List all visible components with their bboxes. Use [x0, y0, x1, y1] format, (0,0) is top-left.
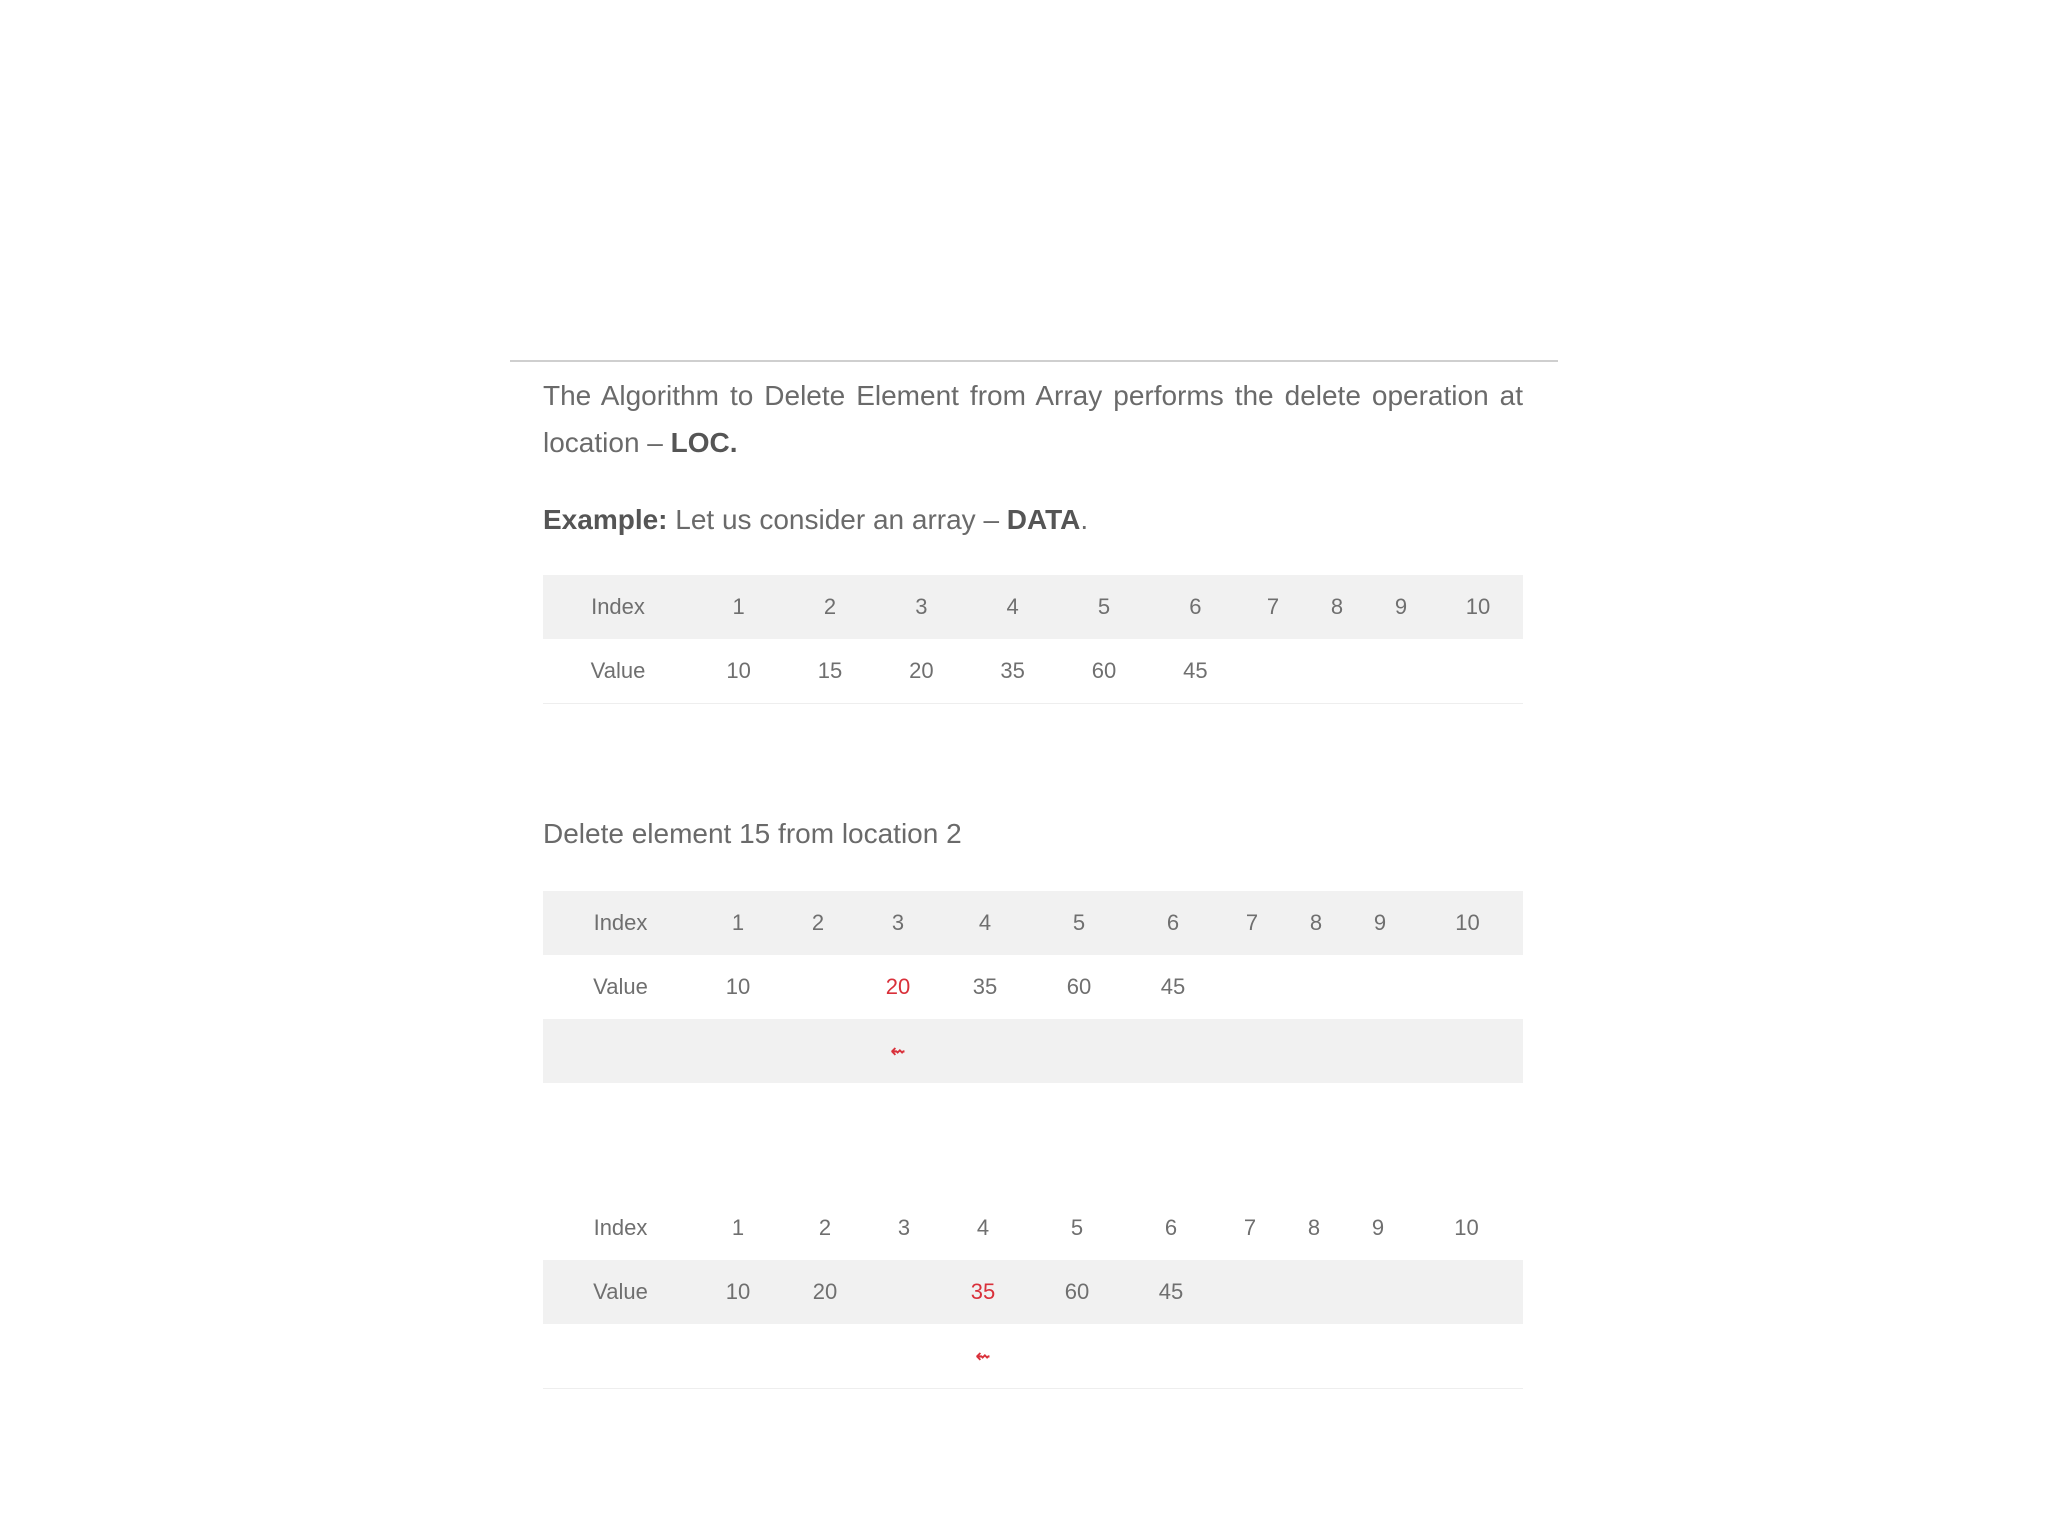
article-content: [543, 372, 1523, 1366]
index-cell: 6: [1164, 1215, 1178, 1240]
delete-caption: Delete element 15 from location 2: [543, 818, 962, 849]
value-cell: 10: [698, 1260, 778, 1324]
index-cell: 7: [1220, 891, 1284, 955]
table-row-index: [543, 891, 1523, 955]
index-cell: 2: [784, 575, 875, 639]
value-cell: [1220, 955, 1284, 1019]
intro-text: The Algorithm to Delete Element from Array performs the delete operation at location –: [543, 380, 1523, 458]
index-label: Index: [593, 1215, 648, 1240]
value-cell: [1346, 1260, 1410, 1324]
value-cell: 35: [972, 974, 998, 999]
value-cell: [872, 1260, 936, 1324]
value-cell: [1410, 1260, 1523, 1324]
index-cell: 5: [1058, 575, 1149, 639]
value-cell: 20: [876, 639, 967, 704]
index-label: Index: [543, 891, 698, 955]
index-cell: 7: [1241, 575, 1305, 639]
table-row-arrow: [543, 1019, 1523, 1083]
example-end: .: [1080, 504, 1089, 535]
index-cell: 6: [1150, 575, 1241, 639]
value-cell: 60: [1030, 1260, 1124, 1324]
index-cell: 2: [778, 891, 858, 955]
index-cell: 8: [1307, 1215, 1321, 1240]
index-cell: 1: [731, 1215, 745, 1240]
value-cell: [1305, 639, 1369, 704]
index-cell: 10: [1412, 891, 1523, 955]
index-cell: 1: [693, 575, 784, 639]
index-cell: 6: [1126, 891, 1220, 955]
value-cell: 35: [967, 639, 1058, 704]
value-cell: [1218, 1260, 1282, 1324]
value-cell: 10: [693, 639, 784, 704]
index-cell: 4: [967, 575, 1058, 639]
value-cell: 45: [1124, 1260, 1218, 1324]
example-array-name: DATA: [1006, 504, 1081, 535]
index-cell: 1: [698, 891, 778, 955]
value-cell: [1412, 955, 1523, 1019]
index-cell: 4: [938, 891, 1032, 955]
example-text: Let us consider an array –: [667, 504, 1007, 535]
value-cell: 10: [725, 974, 751, 999]
example-label: Example:: [543, 504, 668, 535]
index-cell: 8: [1284, 891, 1348, 955]
intro-loc: LOC.: [670, 427, 738, 458]
array-table-step-1: [543, 891, 1523, 1083]
shift-left-arrow-icon: ⇜: [858, 1019, 938, 1083]
index-label: Index: [543, 575, 693, 639]
value-label: Value: [543, 1260, 698, 1324]
index-cell: 10: [1454, 1215, 1479, 1240]
index-cell: 4: [976, 1215, 990, 1240]
index-cell: 3: [876, 575, 967, 639]
index-cell: 5: [1032, 891, 1126, 955]
shift-left-arrow-icon: ⇜: [936, 1324, 1030, 1389]
index-cell: 3: [897, 1215, 911, 1240]
value-label: Value: [593, 974, 648, 999]
index-cell: 9: [1371, 1215, 1385, 1240]
index-cell: 8: [1305, 575, 1369, 639]
index-cell: 2: [818, 1215, 832, 1240]
value-cell-highlight: 20: [885, 974, 911, 999]
table-row-index: [543, 1196, 1523, 1260]
value-label: Value: [543, 639, 693, 704]
top-divider: [510, 360, 1558, 362]
index-cell: 10: [1433, 575, 1523, 639]
index-cell: 7: [1243, 1215, 1257, 1240]
index-cell: 9: [1348, 891, 1412, 955]
value-cell: 60: [1058, 639, 1149, 704]
value-cell: [778, 955, 858, 1019]
value-cell: [1282, 1260, 1346, 1324]
value-cell: [1369, 639, 1433, 704]
table-row-value: [543, 955, 1523, 1019]
array-table-step-2: [543, 1196, 1523, 1389]
value-cell: 15: [784, 639, 875, 704]
value-cell: [1241, 639, 1305, 704]
value-cell: 20: [778, 1260, 872, 1324]
value-cell: 45: [1160, 974, 1186, 999]
value-cell: [1284, 955, 1348, 1019]
table-row-value: [543, 639, 1523, 704]
value-cell: 45: [1150, 639, 1241, 704]
index-cell: 3: [858, 891, 938, 955]
value-cell-highlight: 35: [936, 1260, 1030, 1324]
index-cell: 5: [1070, 1215, 1084, 1240]
table-row-value: [543, 1260, 1523, 1324]
value-cell: [1433, 639, 1523, 704]
table-row-index: [543, 575, 1523, 639]
array-table-original: [543, 575, 1523, 704]
intro-paragraph: [543, 372, 1523, 466]
example-line: [543, 500, 1088, 540]
index-cell: 9: [1369, 575, 1433, 639]
table-row-arrow: [543, 1324, 1523, 1389]
value-cell: 60: [1066, 974, 1092, 999]
value-cell: [1348, 955, 1412, 1019]
